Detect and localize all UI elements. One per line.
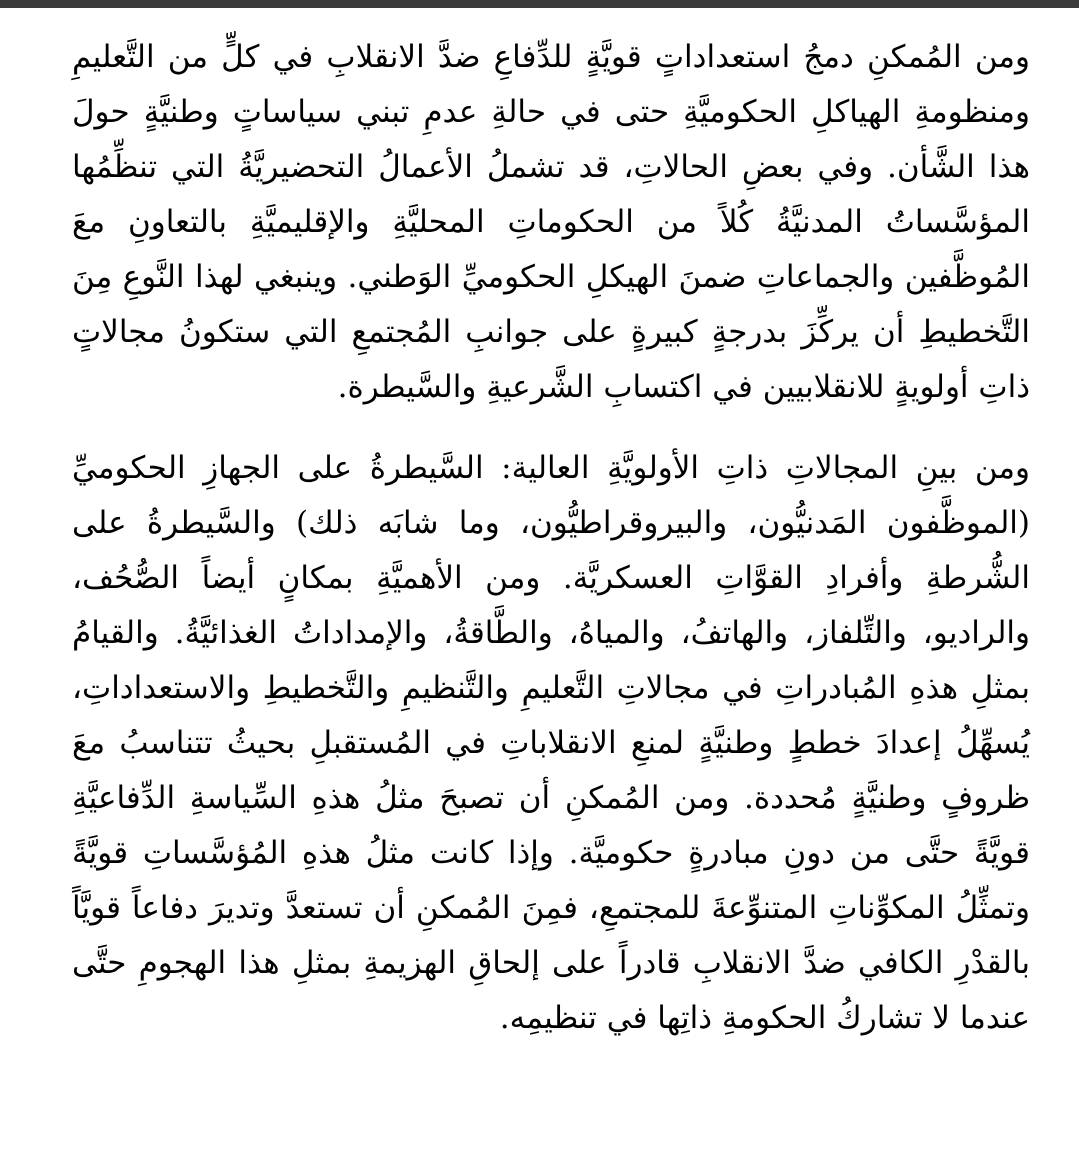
top-edge-bar	[0, 0, 1079, 8]
paragraph-1: ومن المُمكنِ دمجُ استعداداتٍ قويَّةٍ للدِّفاعِ ضدَّ الانقلابِ في كلٍّ من التَّعليمِ ومنظومةِ الهياكلِ الحكوميَّةِ حتى في حالةِ عدمِ تبني سياساتٍ وطنيَّةٍ حولَ هذا الشَّأن. وفي بعضِ الحالاتِ، قد تشملُ الأعمالُ التحضيريَّةُ التي تنظِّمُها المؤسَّساتُ المدنيَّةُ كُلاً من الحكوماتِ المحليَّةِ والإقليميَّةِ بالتعاونِ معَ المُوظَّفين والجماعاتِ ضمنَ الهيكلِ الحكوميِّ الوَطني. وينبغي لهذا النَّوعِ مِنَ التَّخطيطِ أن يركِّزَ بدرجةٍ كبيرةٍ على جوانبِ المُجتمعِ التي ستكونُ مجالاتٍ ذاتِ أولويةٍ للانقلابيين في اكتسابِ الشَّرعيةِ والسَّيطرة.	[72, 39, 1030, 405]
document-page	[72, 30, 1030, 1046]
paragraph-2: ومن بينِ المجالاتِ ذاتِ الأولويَّةِ العالية: السَّيطرةُ على الجهازِ الحكوميِّ (الموظَّفون المَدنيُّون، والبيروقراطيُّون، وما شابَه ذلك) والسَّيطرةُ على الشُّرطةِ وأفرادِ القوَّاتِ العسكريَّة. ومن الأهميَّةِ بمكانٍ أيضاً الصُّحُف، والراديو، والتِّلفاز، والهاتفُ، والمياهُ، والطَّاقةُ، والإمداداتُ الغذائيَّةُ. والقيامُ بمثلِ هذهِ المُبادراتِ في مجالاتِ التَّعليمِ والتَّنظيمِ والتَّخطيطِ والاستعداداتِ، يُسهِّلُ إعدادَ خططٍ وطنيَّةٍ لمنعِ الانقلاباتِ في المُستقبلِ بحيثُ تتناسبُ معَ ظروفٍ وطنيَّةٍ مُحددة. ومن المُمكنِ أن تصبحَ مثلُ هذهِ السِّياسةِ الدِّفاعيَّةِ قويَّةً حتَّى من دونِ مبادرةٍ حكوميَّة. وإذا كانت مثلُ هذهِ المُؤسَّساتِ قويَّةً وتمثِّلُ المكوِّناتِ المتنوِّعةَ للمجتمعِ، فمِنَ المُمكنِ أن تستعدَّ وتديرَ دفاعاً قويَّاً بالقدْرِ الكافي ضدَّ الانقلابِ قادراً على إلحاقِ الهزيمةِ بمثلِ هذا الهجومِ حتَّى عندما لا تشاركُ الحكومةِ ذاتِها في تنظيمِه.	[72, 450, 1030, 1036]
